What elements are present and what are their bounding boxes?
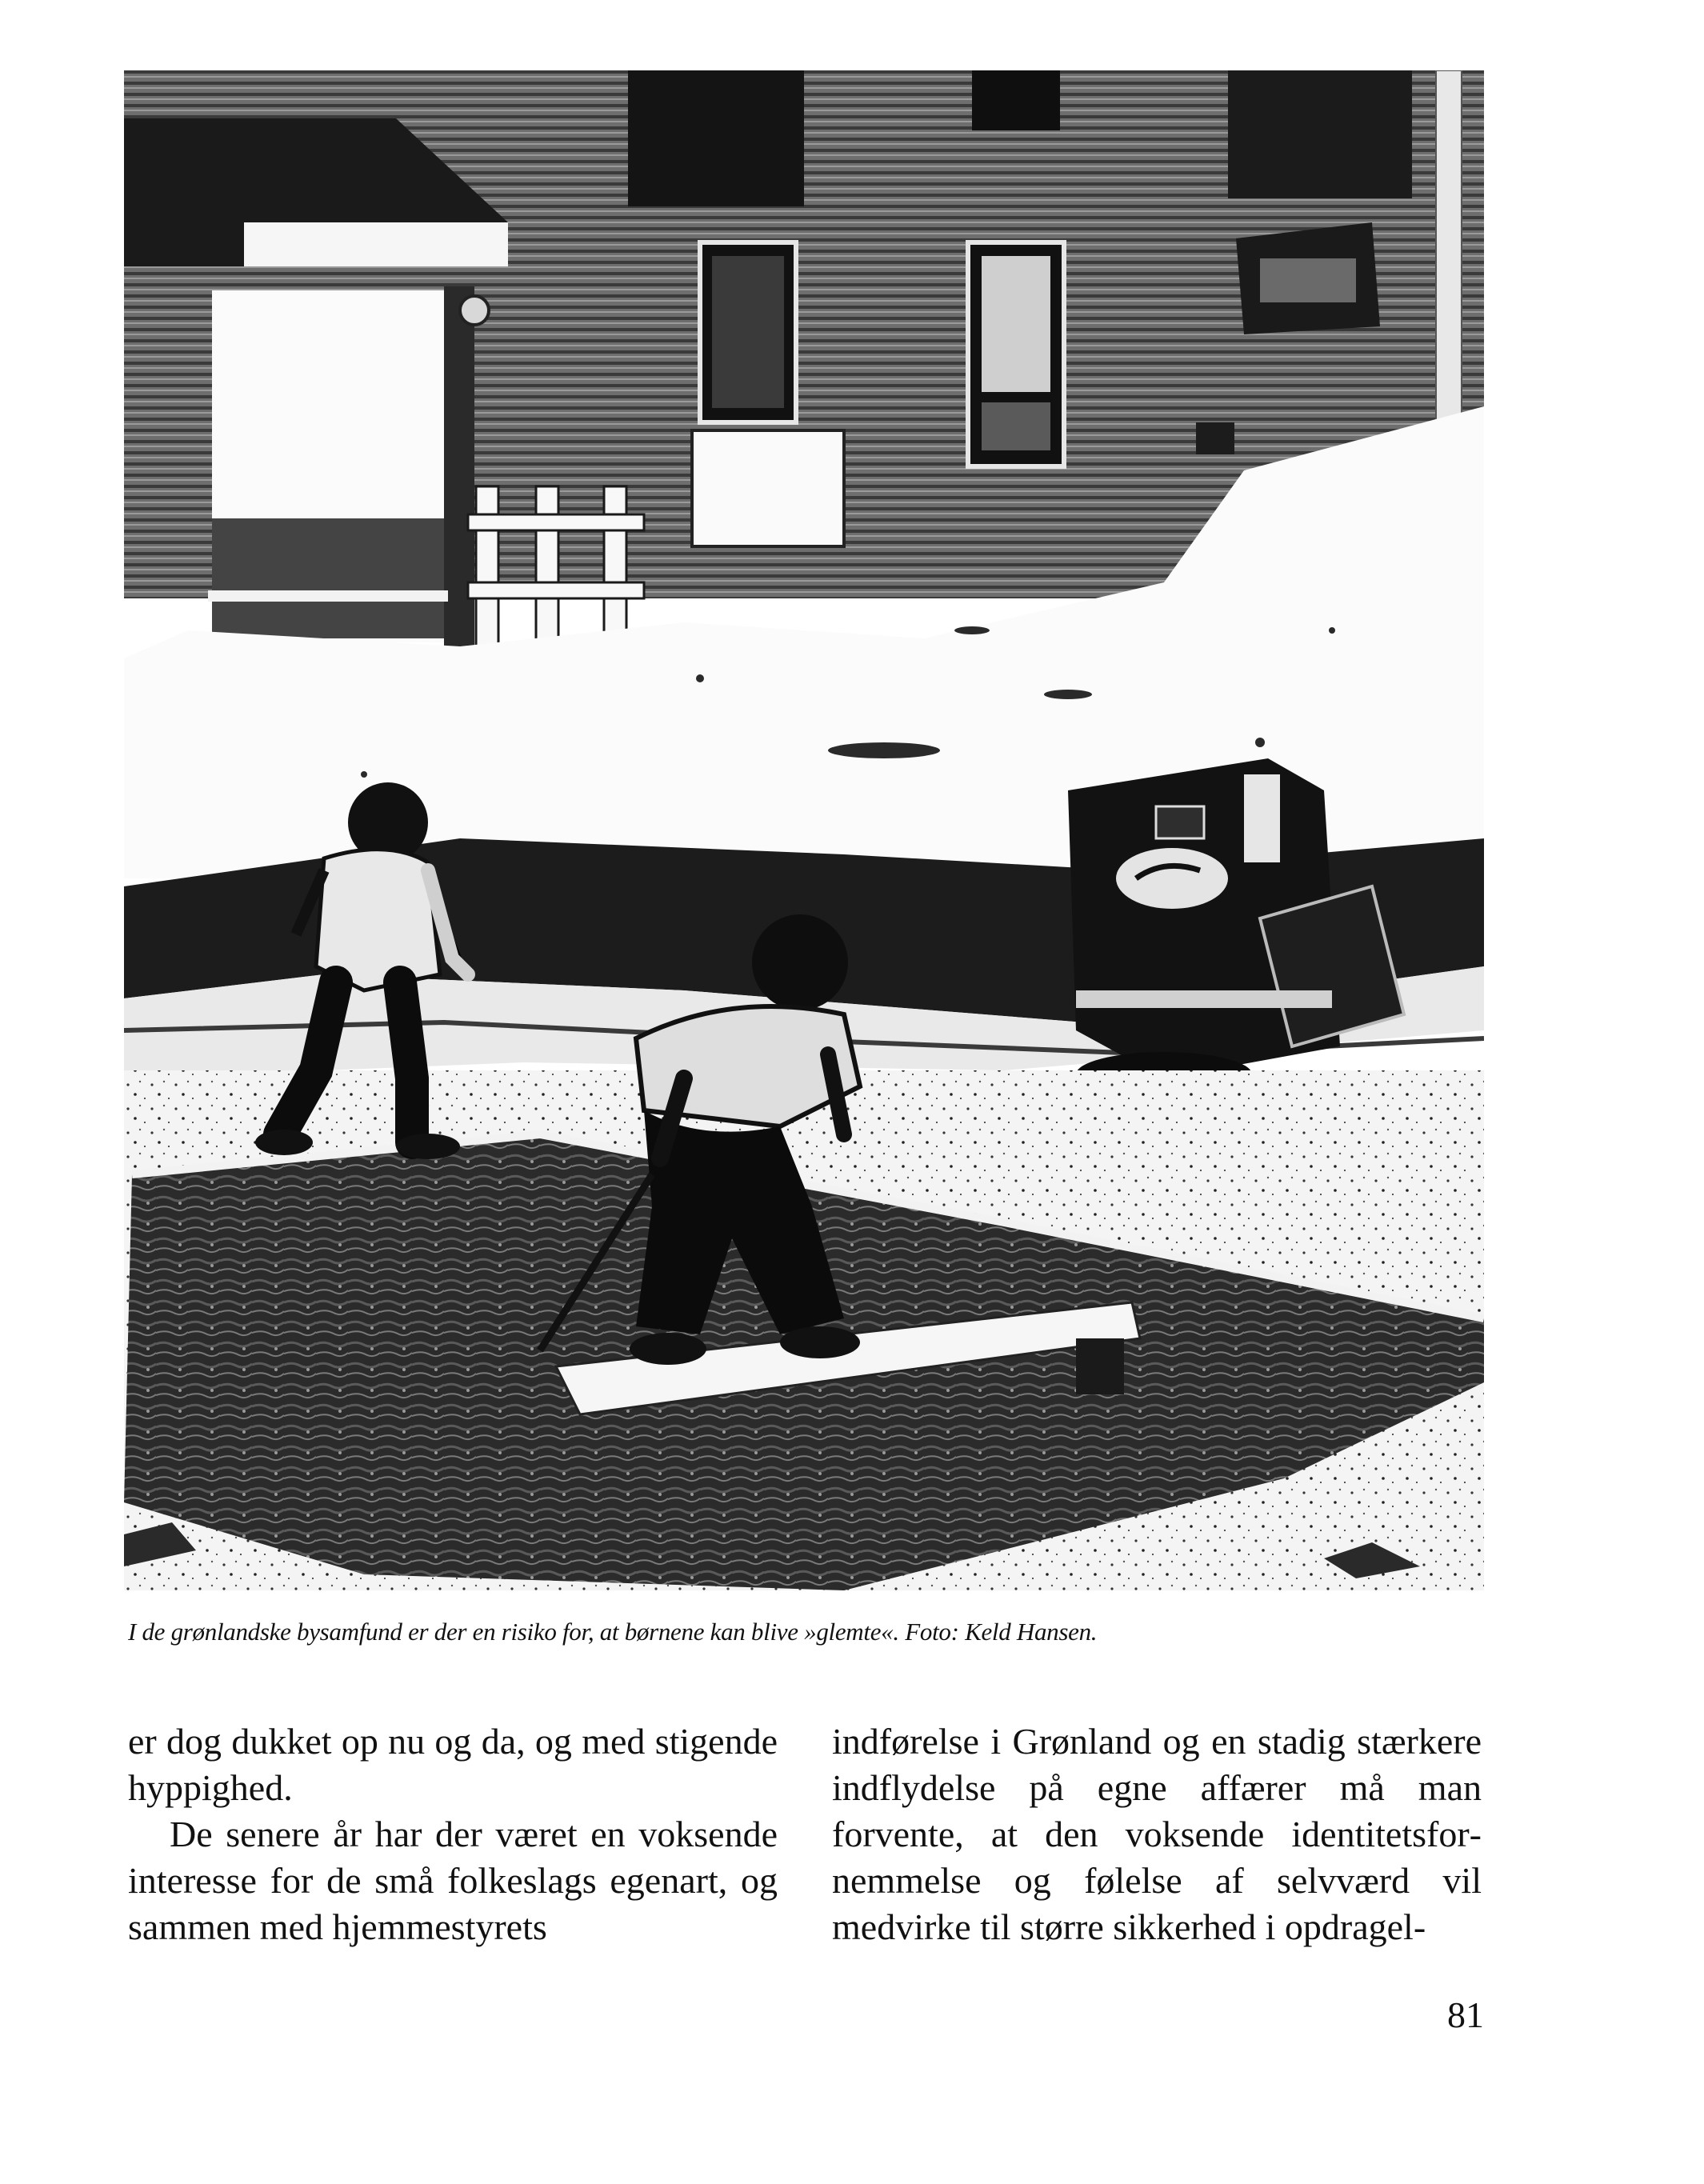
wall-lamp — [460, 296, 489, 325]
mailbox — [1196, 422, 1234, 454]
dark-wall-panel — [628, 70, 804, 206]
plank-support — [1076, 1338, 1124, 1394]
photo-caption: I de grønlandske bysamfund er der en risiko for, at børnene kan blive »glemte«. Foto: Keld Hansen. — [128, 1618, 1098, 1646]
porch-side-slats — [212, 518, 444, 638]
body-column-right — [832, 1718, 1482, 1950]
porch-rail — [208, 590, 448, 602]
photograph — [124, 70, 1484, 1590]
window-left-pane — [712, 256, 784, 408]
window-right-lower — [982, 402, 1050, 450]
page-number: 81 — [1447, 1994, 1484, 2035]
paragraph: indførelse i Grønland og en stadig stærkere indflydelse på egne affærer må man forvente, at den voksende identitetsfornemmelse og følelse af selvværd vil medvirke til større sikkerhed i opdragel- — [832, 1721, 1482, 1947]
window-upper — [972, 70, 1060, 130]
dark-wall-panel-right — [1228, 70, 1412, 198]
vehicle-window — [1260, 258, 1356, 302]
body-column-left — [128, 1718, 778, 1950]
porch-roof-edge — [244, 222, 508, 266]
paragraph: De senere år har der været en voksende interesse for de små folkeslags egenart, og sammen med hjemmestyrets — [128, 1814, 778, 1947]
paragraph: er dog dukket op nu og da, og med stigende hyppighed. — [128, 1721, 778, 1808]
window-right-curtain — [982, 256, 1050, 392]
electric-meter-box — [692, 430, 844, 546]
